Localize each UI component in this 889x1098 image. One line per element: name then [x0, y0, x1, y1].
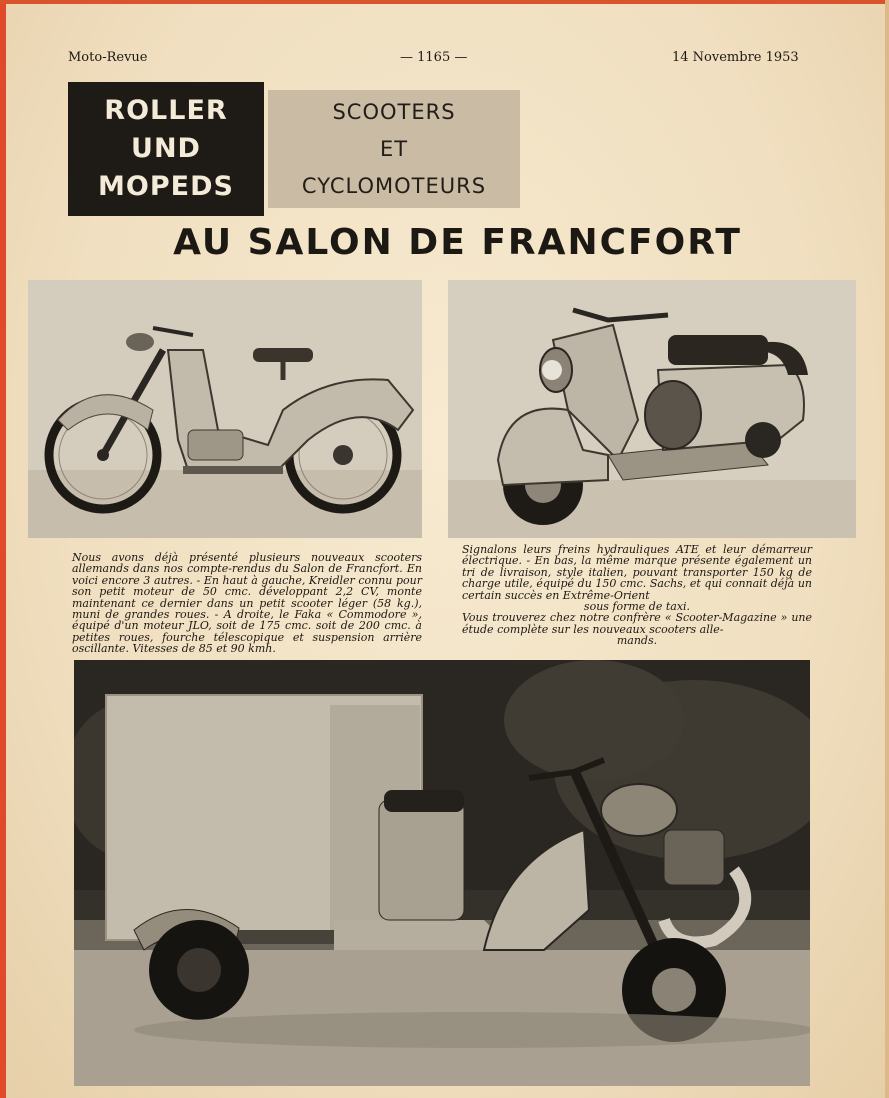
page-number: — 1165 —	[400, 50, 468, 65]
issue-date: 14 Novembre 1953	[672, 50, 799, 65]
caption-right-para2-end: mands.	[616, 634, 658, 648]
title-line-2: UND	[131, 133, 201, 164]
caption-left	[72, 552, 422, 655]
headline: AU SALON DE FRANCFORT	[173, 222, 742, 263]
caption-right	[462, 544, 812, 647]
title-line-1: ROLLER	[104, 95, 228, 126]
page-edge-top	[0, 0, 889, 4]
photo-scooter	[448, 280, 856, 538]
subtitle-line-2: ET	[379, 136, 409, 161]
magazine-name: Moto-Revue	[68, 50, 148, 65]
subtitle-box	[268, 90, 520, 208]
caption-left-text: Nous avons déjà présenté plusieurs nouveaux scooters allemands dans nos compte-rendus du Salon de Francfort. En voici encore 3 autres. - En haut à gauche, Kreidler connu pour son petit moteur de 50 cmc. développant 2,2 CV, monte maintenant ce dernier dans un petit scooter léger (58 kg.), muni de grandes roues. - A droite, le Faka « Commodore », équipé d'un moteur JLO, soit de 175 cmc. soit de 200 cmc. à petites roues, fourche télescopique et suspension arrière oscillante. Vitesses de 85 et 90 kmh.	[72, 551, 422, 656]
title-line-3: MOPEDS	[98, 171, 234, 202]
caption-right-para2: Vous trouverez chez notre confrère « Scooter-Magazine » une étude complète sur les nouveaux scooters alle-	[462, 611, 812, 636]
caption-right-para1-end: sous forme de taxi.	[583, 600, 691, 614]
subtitle-line-3: CYCLOMOTEURS	[301, 173, 487, 198]
title-box	[68, 82, 264, 216]
page-edge-left	[0, 0, 6, 1098]
subtitle-line-1: SCOOTERS	[332, 99, 456, 124]
photo-delivery-tricycle	[74, 660, 810, 1086]
caption-right-para1: Signalons leurs freins hydrauliques ATE et leur démarreur électrique. - En bas, la même marque présente également un tri de livraison, style italien, pouvant transporter 150 kg de charge utile, équipé du 150 cmc. Sachs, et qui connait déjà un certain succès en Extrême-Orient	[462, 543, 812, 602]
photo-moped	[28, 280, 422, 538]
page-edge-right	[885, 0, 889, 1098]
